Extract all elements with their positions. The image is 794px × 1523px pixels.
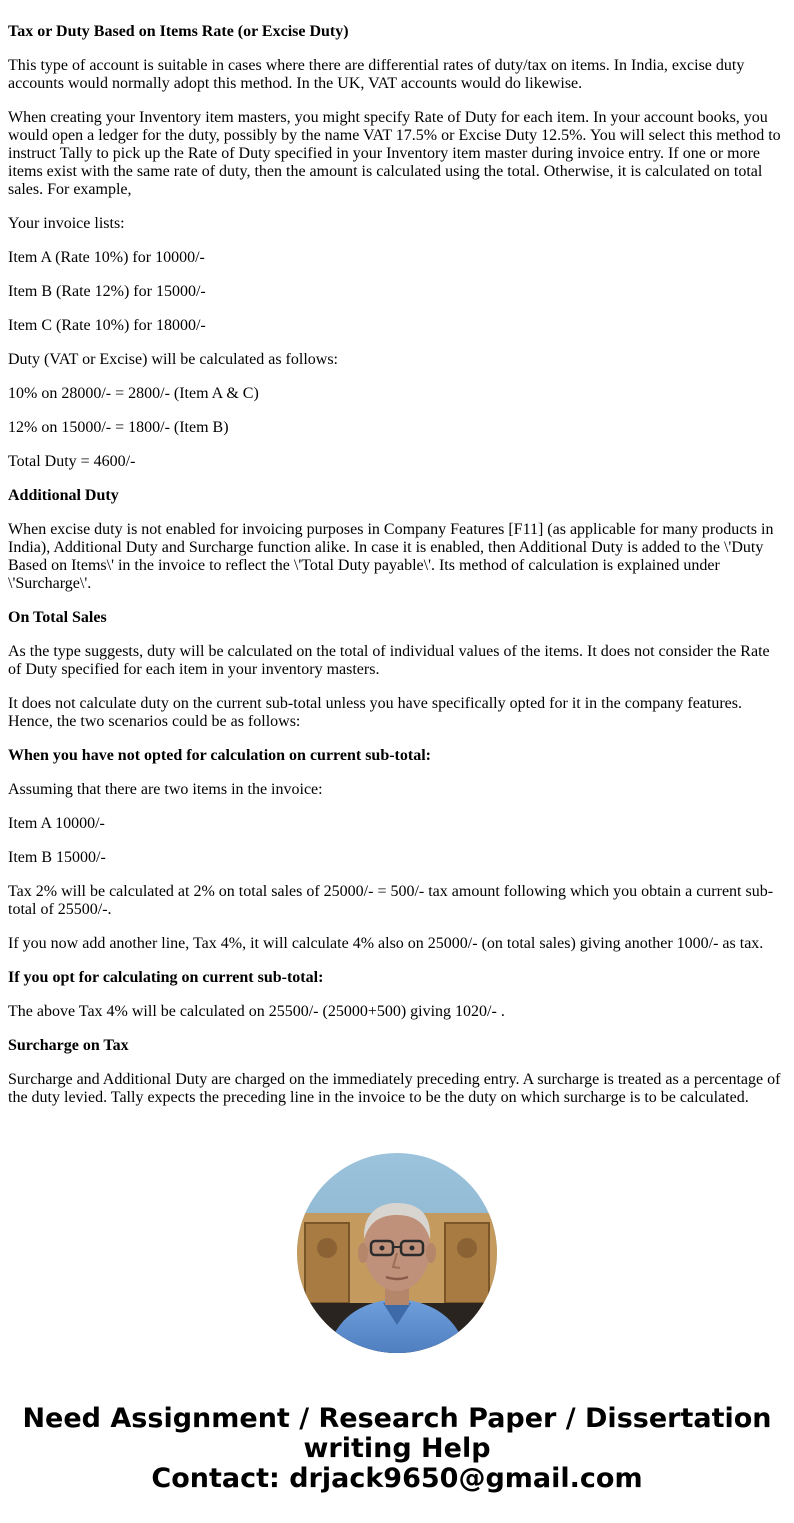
section-heading: If you opt for calculating on current sub-total: [8, 969, 324, 986]
body-paragraph: When excise duty is not enabled for invoicing purposes in Company Features [F11] (as applicable for many products in India), Additional Duty and Surcharge function alike. In case it is enabled, then Additional Duty is added to the \'Duty Based on Items\' in the invoice to reflect the \'Total Duty payable\'. Its method of calculation is explained under \'Surcharge\'. [8, 521, 774, 592]
body-paragraph: Item B 15000/- [8, 849, 106, 866]
body-paragraph: Item A 10000/- [8, 815, 105, 832]
section-heading: Surcharge on Tax [8, 1037, 129, 1054]
footer-banner [0, 1404, 794, 1494]
body-paragraph: This type of account is suitable in cases where there are differential rates of duty/tax on items. In India, excise duty accounts would normally adopt this method. In the UK, VAT accounts would do likewise. [8, 57, 745, 92]
author-portrait-icon [297, 1153, 497, 1353]
body-paragraph: Tax 2% will be calculated at 2% on total sales of 25000/- = 500/- tax amount following which you obtain a current sub-total of 25500/-. [8, 883, 774, 918]
article-body [8, 23, 784, 1123]
section-heading: Additional Duty [8, 487, 119, 504]
body-paragraph: Assuming that there are two items in the invoice: [8, 781, 323, 798]
body-paragraph: Item B (Rate 12%) for 15000/- [8, 283, 206, 300]
footer-help-text: Need Assignment / Research Paper / Dissertation writing Help [22, 1403, 772, 1464]
body-paragraph: 10% on 28000/- = 2800/- (Item A & C) [8, 385, 259, 402]
body-paragraph: The above Tax 4% will be calculated on 25500/- (25000+500) giving 1020/- . [8, 1003, 505, 1020]
body-paragraph: 12% on 15000/- = 1800/- (Item B) [8, 419, 229, 436]
section-heading: When you have not opted for calculation on current sub-total: [8, 747, 431, 764]
body-paragraph: It does not calculate duty on the current sub-total unless you have specifically opted for it in the company features. Hence, the two scenarios could be as follows: [8, 695, 742, 730]
footer-contact-text: Contact: drjack9650@gmail.com [151, 1463, 643, 1494]
body-paragraph: Item A (Rate 10%) for 10000/- [8, 249, 205, 266]
body-paragraph: Duty (VAT or Excise) will be calculated as follows: [8, 351, 338, 368]
body-paragraph: Item C (Rate 10%) for 18000/- [8, 317, 206, 334]
section-heading: Tax or Duty Based on Items Rate (or Excise Duty) [8, 23, 349, 40]
author-avatar [297, 1153, 497, 1353]
body-paragraph: When creating your Inventory item masters, you might specify Rate of Duty for each item. In your account books, you would open a ledger for the duty, possibly by the name VAT 17.5% or Excise Duty 12.5%. You will select this method to instruct Tally to pick up the Rate of Duty specified in your Inventory item master during invoice entry. If one or more items exist with the same rate of duty, then the amount is calculated using the total. Otherwise, it is calculated on total sales. For example, [8, 109, 781, 198]
body-paragraph: Total Duty = 4600/- [8, 453, 136, 470]
section-heading: On Total Sales [8, 609, 107, 626]
body-paragraph: Surcharge and Additional Duty are charged on the immediately preceding entry. A surcharge is treated as a percentage of the duty levied. Tally expects the preceding line in the invoice to be the duty on which surcharge is to be calculated. [8, 1071, 781, 1106]
body-paragraph: Your invoice lists: [8, 215, 125, 232]
body-paragraph: If you now add another line, Tax 4%, it will calculate 4% also on 25000/- (on total sales) giving another 1000/- as tax. [8, 935, 764, 952]
body-paragraph: As the type suggests, duty will be calculated on the total of individual values of the items. It does not consider the Rate of Duty specified for each item in your inventory masters. [8, 643, 770, 678]
